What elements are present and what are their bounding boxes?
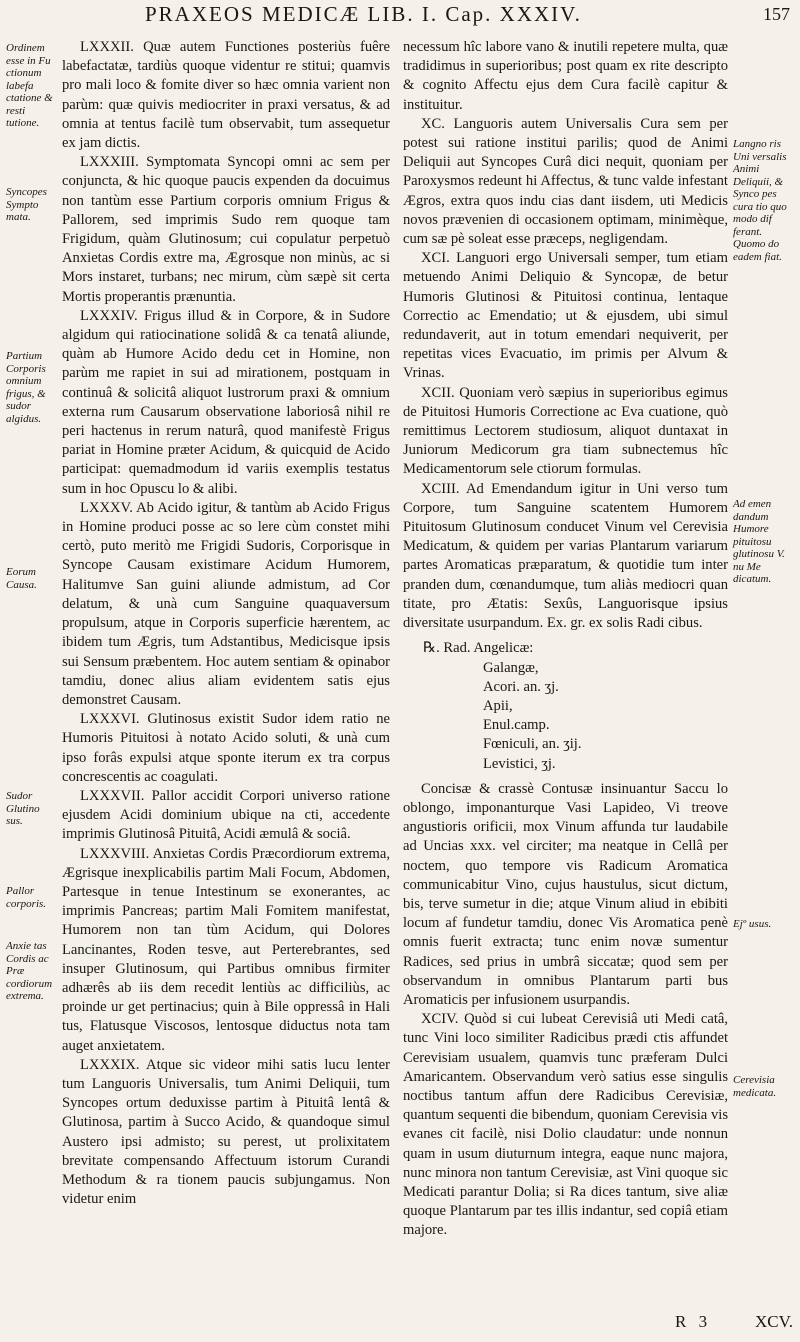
margin-note-right: Ejº usus. [733, 918, 772, 930]
paragraph: LXXXII. Quæ autem Functiones posteriùs fuêre labefactatæ, tardiùs quoque videntur re stitui; quamvis pro mali loco & fomite diver so hæc omnia varient non parùm: quæ quivis mediocriter in praxi versatus, & ad omnia at tentus facilè tum observabit, tum assequetur ex jam dictis. [62, 39, 390, 152]
paragraph: XCIV. Quòd si cui lubeat Cerevisiâ uti Medi catâ, tunc Vini loco similiter Radicibus prædi ctis affundet Cerevisiam usualem, quamvis tunc præferam Dulci Amaricantem. Observandum verò satius esse singulis noctibus tantum affun dere Radicibus Cerevisiæ, quantum sequenti die bibendum, quoniam Cerevisia vis evanes cit facilè, nisi Dolio claudatur: unde nonnun quam in usum diuturnum integra, eaque nunc majora, nunc minora non tantum Cerevisiæ, ast Vini quoque sic Medicati parantur Dolia; si Ra dices tantum, sive aliæ quoque Plantarum par tes illis indantur, sed copiâ etiam majore. [403, 1011, 728, 1239]
margin-note-left: Anxie tas Cordis ac Præ cordiorum extrema. [6, 940, 53, 1002]
recipe-list [403, 639, 728, 773]
paragraph: Concisæ & crassè Contusæ insinuantur Saccu lo oblongo, imponanturque Vasi Lapideo, Vi treove angustioris orificii, mox Vinum affunda tur laudabile ad Uncias xxx. vel circiter; ma neatque in Cellâ per noctem, quo tempore vis Radicum Aromatica communicabitur Vino, cujus haustulus, sicut dictum, bis, terve sumetur in die; atque Vinum aliud in ebibiti locum af fundetur tamdiu, donec Vis Aromatica penè omnis fuerit extracta; tunc enim novæ sumentur Radices, sed prius in umbrâ siccatæ; quod sem per observandum in omnibus Plantarum parti bus Aromaticis per infusionem usurpandis. [403, 780, 728, 1008]
left-column [62, 38, 390, 1209]
paragraph: necessum hîc labore vano & inutili repetere multa, quæ tradidimus in superioribus; post quam ex rite descripto & cognito Affectu ejus dem Cura facilè capitur & instituitur. [403, 39, 728, 113]
margin-note-left: Syncopes Sympto mata. [6, 186, 47, 223]
recipe-line: Fœniculi, an. ʒij. [483, 736, 582, 753]
page-number: 157 [763, 4, 790, 24]
margin-note-left: Sudor Glutino sus. [6, 790, 40, 827]
margin-note-left: Eorum Causa. [6, 566, 37, 591]
paragraph: XCI. Languori ergo Universali semper, tum etiam metuendo Animi Deliquio & Syncopæ, de betur Humoris Glutinosi & Pituitosi continua, lentaque Correctio ac Emendatio; ut & ejusdem, ubi simul redundaverit, aut in totum emendari nequiverit, per repetitas vices Evacuatio, im primis per Alvum & Vrinas. [403, 250, 728, 382]
page-footer [403, 1312, 793, 1338]
paragraph: LXXXIV. Frigus illud & in Corpore, & in Sudore algidum qui ratiocinatione solidâ & ca tenatâ aliunde, quàm ab Humore Acido dedu cet in Homine, non parùm me rapiet in sui ad mirationem, postquam in continuâ & solicitâ aliquot lustrorum praxi & omnium externa rum Causarum observatione laboriosâ nihil re peri hactenus in rerum naturâ, quod manifestè Frigus pariat in Homine præter Acidum, & quicquid de Acido participat: quemadmodum id variis exemplis testatus sum in hoc Opuscu lo & alibi. [62, 307, 390, 497]
margin-note-left: Pallor corporis. [6, 885, 47, 910]
recipe-line: ℞. Rad. Angelicæ: [423, 640, 534, 657]
paragraph: LXXXVIII. Anxietas Cordis Præcordiorum extrema, Ægrisque inexplicabilis partim Mali Focum, Abdomen, Partesque in tenue Intestinum se exonerantes, ac imprimis Pancreas; partim Mali Fomitem manifestat, Humorem non tan tùm Acidum, qui Dolores Lancinantes, Roden tesve, aut Perterebrantes, sed insuper Glutinosum, qui Partibus omnibus firmiter adhærês ab iis dem recedit lentiùs ac difficiliùs, ac proinde ur get pertinacius; quin à Bile oppressâ in Hali tus, Flatusque Viscosos, lentosque diductus nota tam auget anxietatem. [62, 845, 390, 1054]
margin-note-right: Cerevisia medicata. [733, 1074, 777, 1099]
right-column [403, 38, 728, 1241]
paragraph: XCIII. Ad Emendandum igitur in Uni verso tum Corpore, tum Sanguine scatentem Humorem Pituitosum Glutinosum conducet Vinum vel Cerevisia Medicatum, & quidem per varias Plantarum variarum partes Aromaticas præparatum, & quotidie tum inter pranden dum, cœnandumque, tum aliàs mediocri quan titate, pro Ætatis: Sexûs, Languorisque ipsius diversitate usurpandum. Ex. gr. ex solis Radi cibus. [403, 480, 728, 632]
recipe-line: Enul.camp. [483, 717, 550, 734]
catchword: XCV. [755, 1312, 793, 1331]
paragraph: LXXXIX. Atque sic videor mihi satis lucu lenter tum Languoris Universalis, tum Animi Deliquii, tum Syncopes ortum deduxisse partim à Pituitâ lentâ & Glutinosa, partim à Succo Acido, & quandoque simul Austero ipsi admisto; su perest, ut prolixitatem brevitate compensando Affectuum istorum Curandi Methodum & ra tionem paucis subjungamus. Non videtur enim [62, 1056, 390, 1208]
recipe-line: Galangæ, [483, 659, 539, 676]
recipe-line: Acori. an. ʒj. [483, 678, 559, 695]
paragraph: LXXXVII. Pallor accidit Corpori universo ratione ejusdem Acidi dominium ubique na cti, accedente imprimis Glutinosâ Pituitâ, Acidi æmulâ & sociâ. [62, 787, 390, 843]
signature-mark: R 3 [675, 1312, 712, 1331]
margin-note-right: Langno ris Uni versalis Animi Deliquii, & Synco pes cura tio quo modo dif ferant. Quomo do eadem fiat. [733, 138, 787, 263]
margin-note-right: Ad emen dandum Humore pituitosu glutinosu V. nu Me dicatum. [733, 498, 785, 585]
paragraph: XCII. Quoniam verò sæpius in superioribus egimus de Pituitosi Humoris Correctione ac Eva cuatione, quò remittimus Lectorem studiosum, aliquot duntaxat in Juniorum Medicorum gra tiam subnectemus hîc Medicamentorum sele ctiorum formulas. [403, 384, 728, 478]
running-head: PRAXEOS MEDICÆ LIB. I. Cap. XXXIV. [145, 2, 582, 26]
margin-note-left: Partium Corporis omnium frigus, & sudor algidus. [6, 350, 46, 425]
paragraph: LXXXVI. Glutinosus existit Sudor idem ratio ne Humoris Pituitosi à notato Acido soluti, & unà cum ipso forâs expulsi atque sponte iterum ex tra corpus concrescentis ac coagulati. [62, 711, 390, 785]
page-header [60, 2, 790, 30]
paragraph: XC. Languoris autem Universalis Cura sem per potest sui ratione institui parilis; quod de Animi Deliquii aut Syncopes Curâ dici nequit, quoniam per Paroxysmos redeunt hi Affectus, & tunc valde infestant Ægros, extra quos indu cias dant iisdem, uti Medicis novos prævenien di occasionem optimam, minimèque, cum sæ pè soleat esse præceps, negligendam. [403, 115, 728, 248]
margin-note-left: Ordinem esse in Fu ctionum labefa ctatione & resti tutione. [6, 42, 53, 129]
recipe-line: Levistici, ʒj. [483, 755, 556, 772]
recipe-line: Apii, [483, 697, 513, 714]
paragraph: LXXXV. Ab Acido igitur, & tantùm ab Acido Frigus in Homine produci posse ac so lere cùm constet mihi certò, puto meritò me Frigidi Sudoris, Corporisque in Syncope Causam existimare Acidum Humorem, Halitumve San guini aliunde admistum, ad Cor delatum, & unà cum Sanguine quaquaversum propulsum, atque in Corporis superficie hærentem, ac ibidem tum Ægris, tum Adstantibus, Medicisque ipsis sui Sensum præbentem. Hoc autem sentiam & opinabor tamdiu, donec alius aliam evidentem satis ejus demonstret Causam. [62, 499, 390, 708]
paragraph: LXXXIII. Symptomata Syncopi omni ac sem per conjuncta, & hic quoque paucis expenden da docuimus non tantùm esse Partium corporis omnium Frigus & Pallorem, sed imprimis Sudo rem quoque tam Frigidum, quàm Glutinosum; cui copulatur perpetuò Anxietas Cordis extre ma, Ægrosque non minùs, ac si Mors instaret, turbans; nec mirum, cùm sæpè sit certa Mortis properantis prænuntia. [62, 154, 390, 305]
